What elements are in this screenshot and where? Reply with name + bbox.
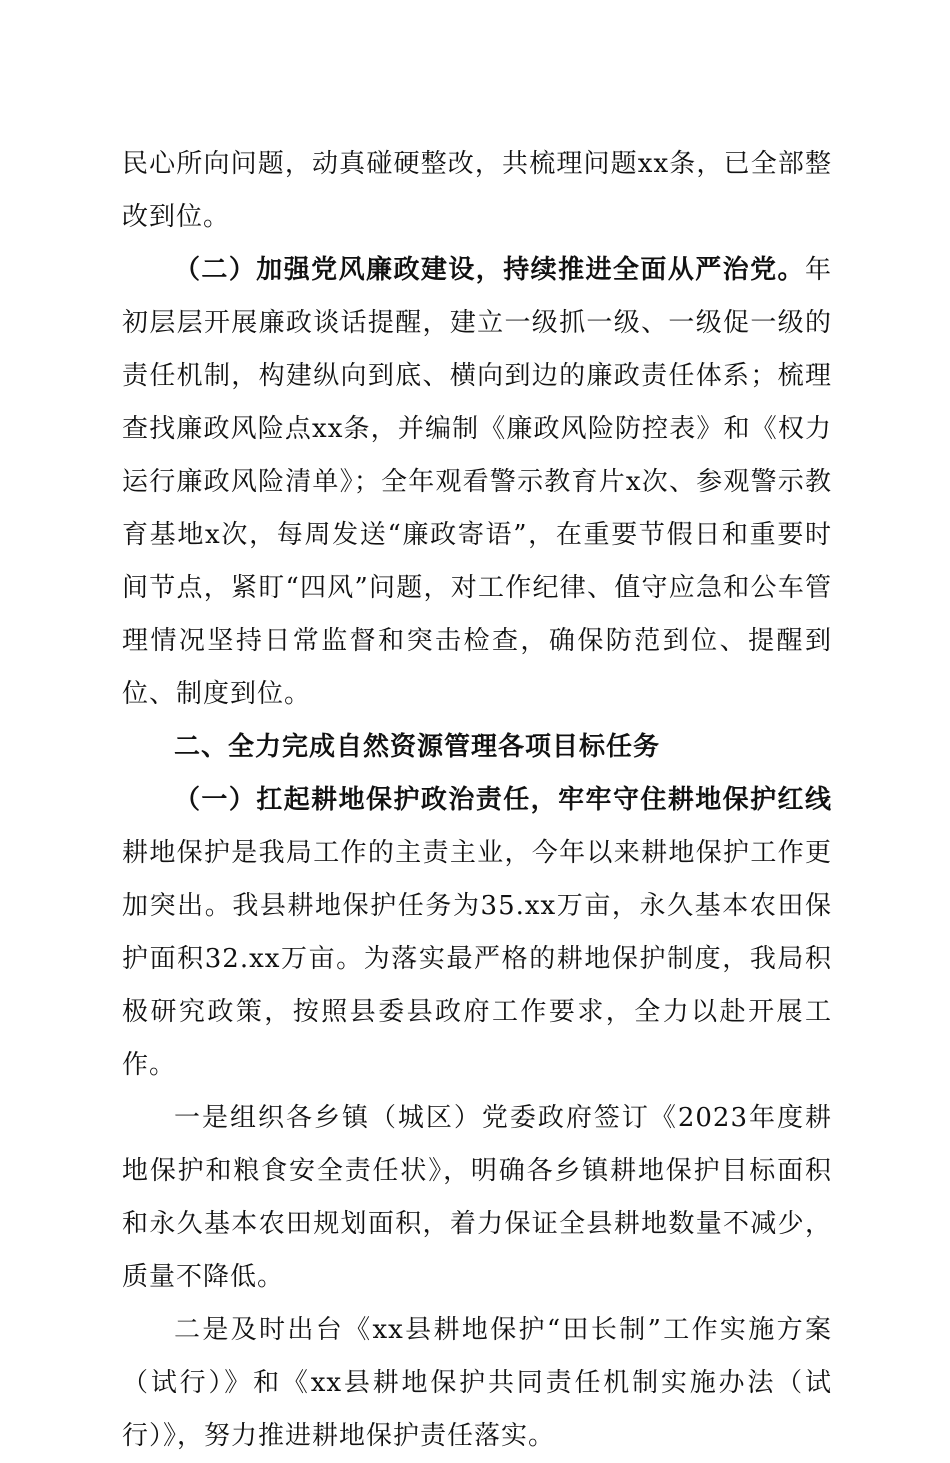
- paragraph-farmland-protection: [122, 774, 832, 1092]
- paragraph-point-two: [122, 1304, 832, 1463]
- paragraph-lead: （一）扛起耕地保护政治责任，牢牢守住耕地保护红线: [174, 785, 832, 815]
- section-heading: 二、全力完成自然资源管理各项目标任务: [174, 732, 661, 762]
- paragraph-party-conduct: [122, 244, 832, 721]
- paragraph-text: 耕地保护是我局工作的主责主业，今年以来耕地保护工作更加突出。我县耕地保护任务为35.xx万亩，永久基本农田保护面积32.xx万亩。为落实最严格的耕地保护制度，我局积极研究政策，按照县委县政府工作要求，全力以赴开展工作。: [122, 838, 832, 1080]
- paragraph-text: 一是组织各乡镇（城区）党委政府签订《2023年度耕地保护和粮食安全责任状》，明确各乡镇耕地保护目标面积和永久基本农田规划面积，着力保证全县耕地数量不减少，质量不降低。: [122, 1103, 832, 1292]
- paragraph-point-one: [122, 1092, 832, 1304]
- document-body: [122, 138, 832, 1463]
- paragraph-continuation: [122, 138, 832, 244]
- paragraph-text: 二是及时出台《xx县耕地保护“田长制”工作实施方案（试行）》和《xx县耕地保护共同责任机制实施办法（试行）》，努力推进耕地保护责任落实。: [122, 1315, 832, 1451]
- paragraph-text: 民心所向问题，动真碰硬整改，共梳理问题xx条，已全部整改到位。: [122, 149, 832, 232]
- paragraph-text: 年初层层开展廉政谈话提醒，建立一级抓一级、一级促一级的责任机制，构建纵向到底、横向到边的廉政责任体系；梳理查找廉政风险点xx条，并编制《廉政风险防控表》和《权力运行廉政风险清单》；全年观看警示教育片x次、参观警示教育基地x次，每周发送“廉政寄语”，在重要节假日和重要时间节点，紧盯“四风”问题，对工作纪律、值守应急和公车管理情况坚持日常监督和突击检查，确保防范到位、提醒到位、制度到位。: [122, 255, 832, 709]
- paragraph-lead: （二）加强党风廉政建设，持续推进全面从严治党。: [174, 255, 805, 285]
